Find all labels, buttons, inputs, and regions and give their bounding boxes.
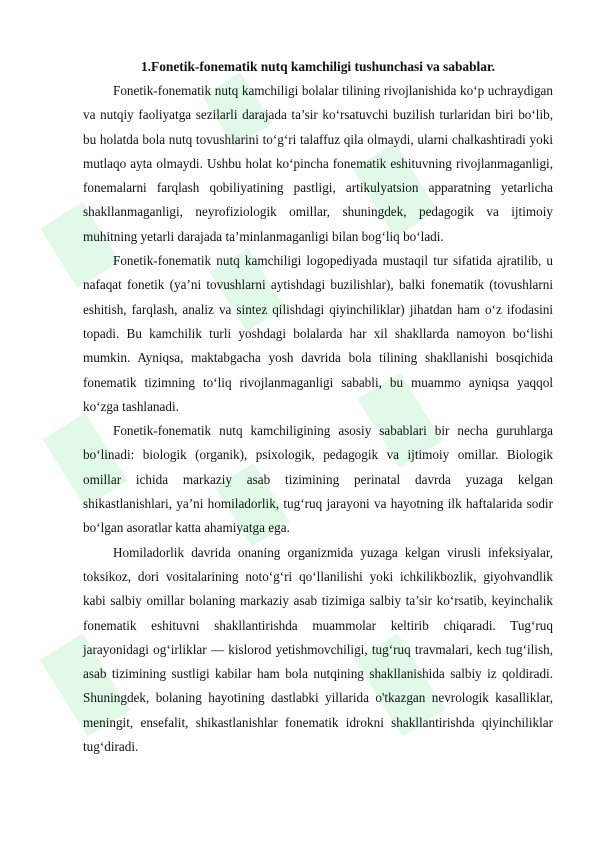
paragraph-3: Fonetik-fonematik nutq kamchiligining asosiy sabablari bir necha guruhlarga bo‘linadi: biologik (organik), psixologik, pedagogik va ijtimoiy omillar. Biologik omillar ichida markaziy asab tizimining perinatal davrda yuzaga kelgan shikastlanishlari, ya’ni homiladorlik, tug‘ruq jarayoni va hayotning ilk haftalarida sodir bo‘lgan asoratlar katta ahamiyatga ega.	[83, 423, 553, 536]
document-body	[83, 56, 553, 759]
paragraph-2: Fonetik-fonematik nutq kamchiligi logopediyada mustaqil tur sifatida ajratilib, u nafaqat fonetik (ya’ni tovushlarni aytishdagi buzilishlar), balki fonematik (tovushlarni eshitish, farqlash, analiz va sintez qilishdagi qiyinchiliklar) jihatdan ham o‘z ifodasini topadi. Bu kamchilik turli yoshdagi bolalarda har xil shakllarda namoyon bo‘lishi mumkin. Ayniqsa, maktabgacha yosh davrida bola tilining shakllanishi bosqichida fonematik tizimning to‘liq rivojlanmaganligi sababli, bu muammo ayniqsa yaqqol ko‘zga tashlanadi.	[83, 253, 553, 414]
paragraph-1: Fonetik-fonematik nutq kamchiligi bolalar tilining rivojlanishida ko‘p uchraydigan va nutqiy faoliyatga sezilarli darajada ta’sir ko‘rsatuvchi buzilish turlaridan biri bo‘lib, bu holatda bola nutq tovushlarini to‘g‘ri talaffuz qila olmaydi, ularni chalkashtiradi yoki mutlaqo ayta olmaydi. Ushbu holat ko‘pincha fonematik eshituvning rivojlanmaganligi, fonemalarni farqlash qobiliyatining pastligi, artikulyatsion apparatning yetarlicha shakllanmaganligi, neyrofiziologik omillar, shuningdek, pedagogik va ijtimoiy muhitning yetarli darajada ta’minlanmaganligi bilan bog‘liq bo‘ladi.	[83, 83, 553, 244]
section-title: 1.Fonetik-fonematik nutq kamchiligi tushunchasi va sabablar.	[140, 59, 496, 74]
paragraph-4: Homiladorlik davrida onaning organizmida yuzaga kelgan virusli infeksiyalar, toksikoz, dori vositalarining noto‘g‘ri qo‘llanilishi yoki ichkilikbozlik, giyohvandlik kabi salbiy omillar bolaning markaziy asab tizimiga salbiy ta’sir ko‘rsatib, keyinchalik fonematik eshituvni shakllantirishda muammolar keltirib chiqaradi. Tug‘ruq jarayonidagi og‘irliklar — kislorod yetishmovchiligi, tug‘ruq travmalari, kech tug‘ilish, asab tizimining sustligi kabilar ham bola nutqining shakllanishida salbiy iz qoldiradi. Shuningdek, bolaning hayotining dastlabki yillarida o'tkazgan nevrologik kasalliklar, meningit, ensefalit, shikastlanishlar fonematik idrokni shakllantirishda qiyinchiliklar tug‘diradi.	[83, 544, 553, 755]
